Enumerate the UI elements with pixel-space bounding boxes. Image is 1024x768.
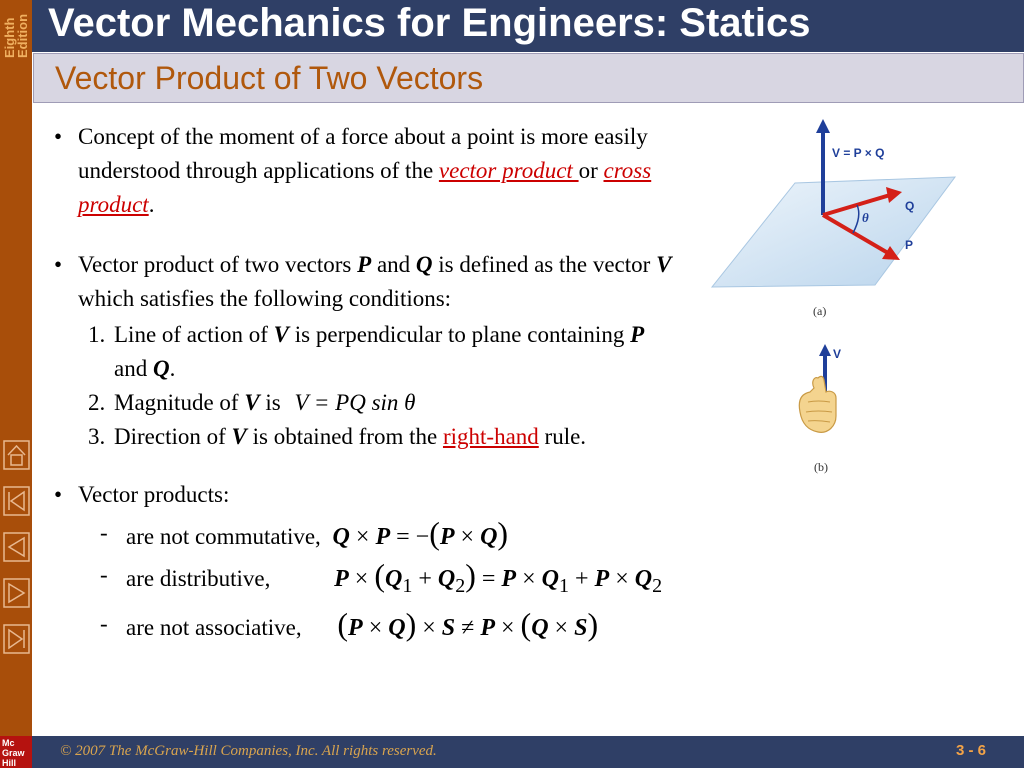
next-slide-button[interactable] xyxy=(3,578,30,608)
next-slide-icon xyxy=(3,578,30,608)
theta-label: θ xyxy=(862,210,869,225)
cond3-text-2: is obtained from the xyxy=(246,424,443,449)
condition-number: 3. xyxy=(88,424,106,449)
property-label: are distributive, xyxy=(126,566,271,591)
vector-v-label: V = P × Q xyxy=(832,146,885,160)
cond2-text-2: is xyxy=(259,390,287,415)
def-text-1: Vector product of two vectors xyxy=(78,252,358,277)
property-distributive xyxy=(52,558,672,603)
bullet-definition xyxy=(52,248,672,316)
previous-slide-icon xyxy=(3,532,30,562)
cond1-V: V xyxy=(273,322,290,347)
logo-line-3: Hill xyxy=(2,758,17,768)
vector-p-label: P xyxy=(905,238,914,252)
page-number: 3 - 6 xyxy=(955,742,986,759)
copyright-text: © 2007 The McGraw-Hill Companies, Inc. All rights reserved. xyxy=(60,743,437,759)
def-P: P xyxy=(357,252,372,277)
mcgraw-hill-logo xyxy=(0,736,32,768)
condition-1 xyxy=(52,318,672,386)
cond1-text-2: is perpendicular to plane containing xyxy=(289,322,631,347)
bullet-dot: • xyxy=(54,482,63,507)
associative-equation: (P × Q) × S ≠ P × (Q × S) xyxy=(337,605,599,642)
cond3-text-1: Direction of xyxy=(114,424,232,449)
property-not-associative xyxy=(52,607,672,645)
right-hand-icon xyxy=(799,376,836,432)
bullet-vector-products xyxy=(52,478,672,512)
magnitude-formula: V = PQ sin θ xyxy=(294,390,416,415)
last-slide-button[interactable] xyxy=(3,624,30,654)
cond1-Q: Q xyxy=(152,356,170,381)
slide-content xyxy=(52,120,672,645)
cond1-text-4: . xyxy=(169,356,176,381)
def-V: V xyxy=(656,252,672,277)
dash-marker: - xyxy=(100,562,108,587)
last-slide-icon xyxy=(3,624,30,654)
def-text-3: is defined as the vector xyxy=(432,252,657,277)
footer-bar xyxy=(32,736,1024,768)
slide-subtitle: Vector Product of Two Vectors xyxy=(55,60,484,96)
home-icon xyxy=(3,440,30,470)
right-hand-link[interactable]: right-hand xyxy=(442,424,539,449)
vector-product-link[interactable]: vector product xyxy=(438,158,579,183)
cross-product-link[interactable]: cross product xyxy=(78,158,652,217)
sidebar xyxy=(0,0,32,768)
property-label: are not associative, xyxy=(126,614,302,640)
home-button[interactable] xyxy=(3,440,30,470)
cond1-text-1: Line of action of xyxy=(114,322,274,347)
bullet-dot: • xyxy=(54,124,63,149)
bullet-concept xyxy=(52,120,672,222)
figure-a-vector-diagram xyxy=(700,115,960,330)
condition-number: 2. xyxy=(88,390,106,415)
condition-number: 1. xyxy=(88,322,106,347)
dash-marker: - xyxy=(100,520,108,545)
first-slide-button[interactable] xyxy=(3,486,30,516)
condition-2 xyxy=(52,386,672,420)
bullet-dot: • xyxy=(54,252,63,277)
bullet-concept-text-b: or xyxy=(578,158,604,183)
edition-label xyxy=(0,0,32,60)
cond2-text-1: Magnitude of xyxy=(114,390,245,415)
property-label: are not commutative, xyxy=(126,524,321,549)
bullet-concept-text-a: Concept of the moment of a force about a point is more easily understood through applications of the xyxy=(78,124,648,183)
cond1-text-3: and xyxy=(114,356,153,381)
logo-line-2: Graw xyxy=(2,748,25,758)
figure-b-caption: (b) xyxy=(814,460,828,474)
vector-v-arrowhead xyxy=(816,119,830,133)
plane xyxy=(712,177,955,287)
cond3-V: V xyxy=(231,424,247,449)
edition-line2: Edition xyxy=(15,13,30,58)
edition-line1: Eighth xyxy=(2,17,17,58)
figure-a-caption: (a) xyxy=(813,304,827,318)
cond1-P: P xyxy=(630,322,645,347)
def-text-2: and xyxy=(371,252,416,277)
def-text-4: which satisfies the following conditions: xyxy=(78,286,452,311)
logo-line-1: Mc xyxy=(2,738,15,748)
first-slide-icon xyxy=(3,486,30,516)
property-not-commutative xyxy=(52,516,672,554)
page-title: Vector Mechanics for Engineers: Statics xyxy=(48,1,811,45)
previous-slide-button[interactable] xyxy=(3,532,30,562)
hand-v-arrowhead xyxy=(819,344,831,356)
commutative-equation: Q × P = −(P × Q) xyxy=(332,515,509,551)
bullet-concept-text-c: . xyxy=(148,192,155,217)
hand-v-label: V xyxy=(833,347,842,361)
dash-marker: - xyxy=(100,610,108,636)
condition-3 xyxy=(52,420,672,454)
figure-b-right-hand xyxy=(770,340,880,480)
vector-q-label: Q xyxy=(905,199,915,213)
subtitle-bar xyxy=(33,53,1024,103)
title-bar xyxy=(32,0,1024,52)
vector-products-heading: Vector products: xyxy=(78,482,230,507)
cond3-text-3: rule. xyxy=(538,424,587,449)
distributive-equation: $P \times (Q_1 + Q_2) = P \times Q_1 + P \times Q_2$ xyxy=(334,557,663,597)
cond2-V: V xyxy=(244,390,260,415)
def-Q: Q xyxy=(415,252,433,277)
